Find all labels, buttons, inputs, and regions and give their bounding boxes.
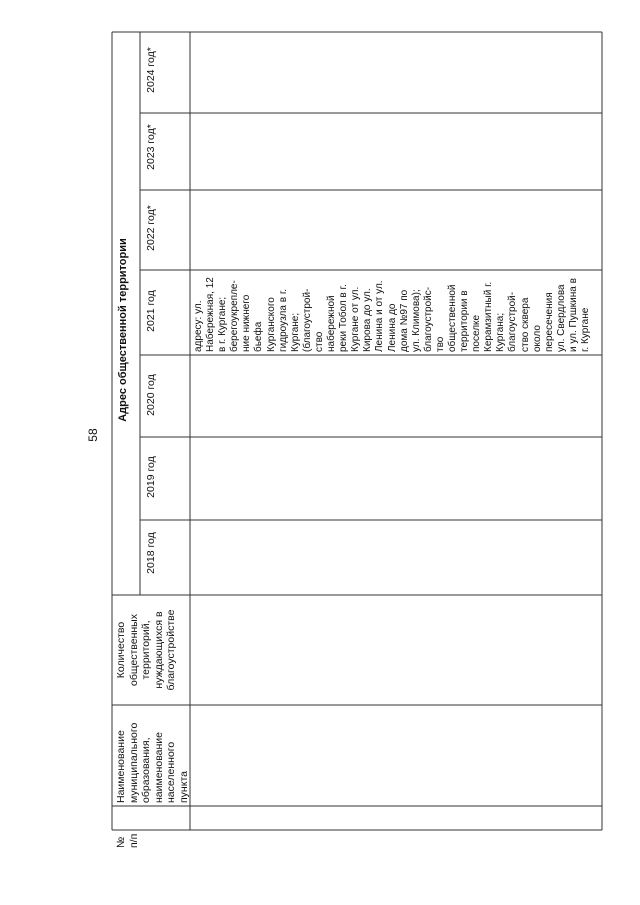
header-address-group: Адрес общественной территории: [117, 238, 129, 422]
header-year-2024: 2024 год*: [145, 47, 157, 93]
cell-address-2021: адресу: ул. Набережная, 12 в г. Кургане; берегоукрепле- ние нижнего бьефа Курганского гидроузла в г. Кургане; (благоустрой- ство набережной реки Тобол в г. Кургане от ул. Кирова до ул. Ленина и от ул. Ленина до дома №97 по ул. Климова); благоустройс- тво общественной территории в поселке Керамзитный г. Кургана; благоустрой- ство сквера около пересечения ул. Свердлова и ул. Пушкина в г. Кургане: [193, 277, 591, 352]
header-municipality: Наименование муниципального образования, наименование населенного пункта: [115, 722, 190, 803]
header-year-2021: 2021 год: [145, 290, 157, 332]
header-year-2018: 2018 год: [145, 532, 157, 574]
header-num: № п/п: [115, 833, 140, 848]
header-year-2020: 2020 год: [145, 374, 157, 416]
header-year-2022: 2022 год*: [145, 205, 157, 251]
header-year-2019: 2019 год: [145, 456, 157, 498]
header-year-2023: 2023 год*: [145, 124, 157, 170]
header-count: Количество общественных территорий, нуждающихся в благоустройстве: [115, 609, 178, 691]
page-number: 58: [86, 428, 100, 442]
